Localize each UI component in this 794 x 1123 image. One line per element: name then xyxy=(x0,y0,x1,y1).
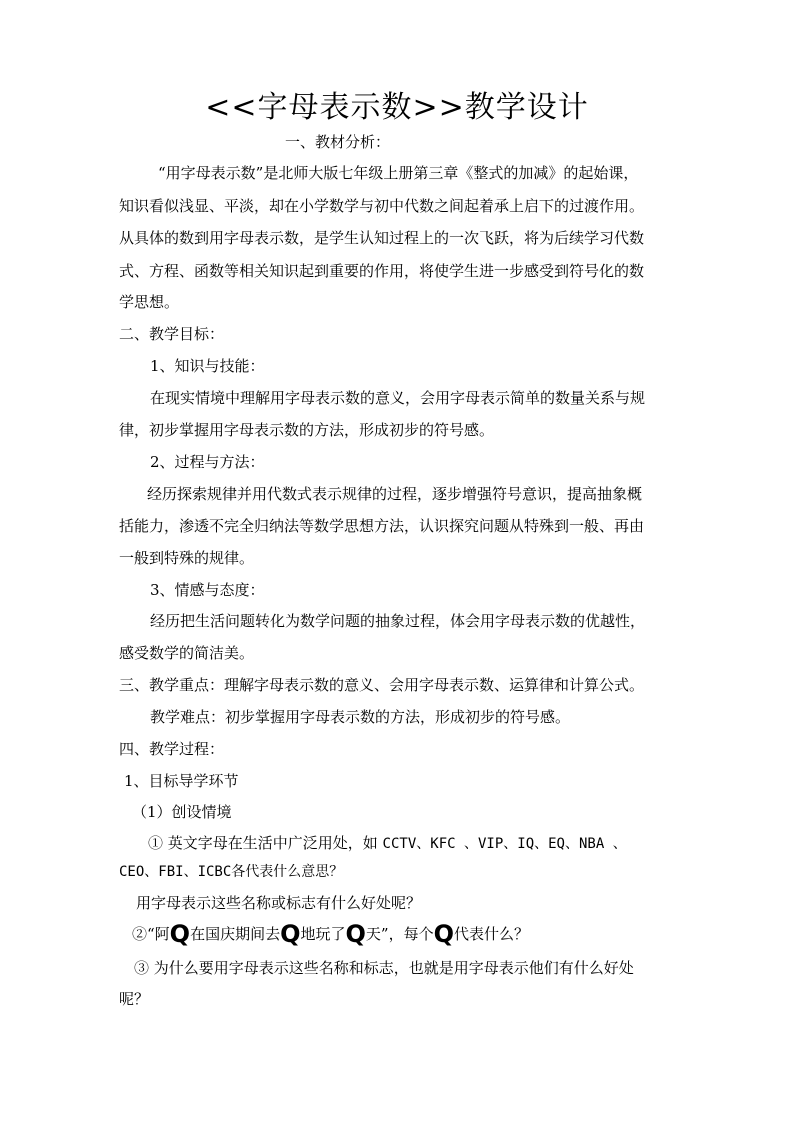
subheading: 2、过程与方法： xyxy=(150,453,265,471)
paragraph-line: 知识看似浅显、平淡，却在小学数学与初中代数之间起着承上启下的过渡作用。 xyxy=(119,197,645,215)
question-line xyxy=(148,833,627,854)
paragraph-line: 经历把生活问题转化为数学问题的抽象过程，体会用字母表示数的优越性， xyxy=(150,612,646,630)
question-text: ① 英文字母在生活中广泛用处，如 xyxy=(148,834,383,852)
paragraph-line: 感受数学的简洁美。 xyxy=(119,644,255,662)
paragraph-line: “用字母表示数”是北师大版七年级上册第三章《整式的加减》的起始课， xyxy=(158,164,639,182)
section2-heading: 二、教学目标： xyxy=(119,325,225,343)
question-text: 在国庆期间去 xyxy=(190,925,281,943)
section1-heading: 一、教材分析： xyxy=(285,133,391,151)
question-line: ③ 为什么要用字母表示这些名称和标志，也就是用字母表示他们有什么好处 xyxy=(134,959,634,977)
document-title: <<字母表示数>>教学设计 xyxy=(205,90,589,125)
paragraph-line: 在现实情境中理解用字母表示数的意义，会用字母表示简单的数量关系与规 xyxy=(150,389,646,407)
key-points: 三、教学重点：理解字母表示数的意义、会用字母表示数、运算律和计算公式。 xyxy=(119,676,645,694)
paragraph-line: 经历探索规律并用代数式表示规律的过程，逐步增强符号意识，提高抽象概 xyxy=(147,485,643,503)
paragraph-line: 式、方程、函数等相关知识起到重要的作用，将使学生进一步感受到符号化的数 xyxy=(119,262,645,280)
letter-q: Q xyxy=(433,920,454,948)
question-text: 天”，每个 xyxy=(365,925,434,943)
subheading: （1）创设情境 xyxy=(132,803,232,821)
question-text: ②“阿 xyxy=(132,925,170,943)
step-heading: 1、目标导学环节 xyxy=(124,772,239,790)
letter-q: Q xyxy=(280,920,301,948)
acronym-list: CEO、FBI、ICBC各代表什么意思？ xyxy=(119,864,344,880)
letter-q: Q xyxy=(169,920,191,948)
section4-heading: 四、教学过程： xyxy=(119,740,225,758)
question-line: 用字母表示这些名称或标志有什么好处呢？ xyxy=(136,894,422,912)
paragraph-line: 从具体的数到用字母表示数，是学生认知过程上的一次飞跃，将为后续学习代数 xyxy=(119,229,645,247)
question-text: 代表什么？ xyxy=(454,925,530,943)
subheading: 1、知识与技能： xyxy=(150,357,265,375)
subheading: 3、情感与态度： xyxy=(150,581,265,599)
question-line: 呢？ xyxy=(119,990,150,1008)
paragraph-line: 学思想。 xyxy=(119,293,180,311)
letter-q: Q xyxy=(345,920,366,948)
paragraph-line: 括能力，渗透不完全归纳法等数学思想方法，认识探究问题从特殊到一般、再由 xyxy=(119,517,645,535)
acronym-list: CCTV、KFC 、VIP、IQ、EQ、NBA 、 xyxy=(382,836,627,852)
difficult-points: 教学难点：初步掌握用字母表示数的方法，形成初步的符号感。 xyxy=(150,708,571,726)
question-line xyxy=(132,920,530,948)
question-text: 地玩了 xyxy=(300,925,346,943)
paragraph-line: 律，初步掌握用字母表示数的方法，形成初步的符号感。 xyxy=(119,421,495,439)
paragraph-line: 一般到特殊的规律。 xyxy=(119,549,255,567)
